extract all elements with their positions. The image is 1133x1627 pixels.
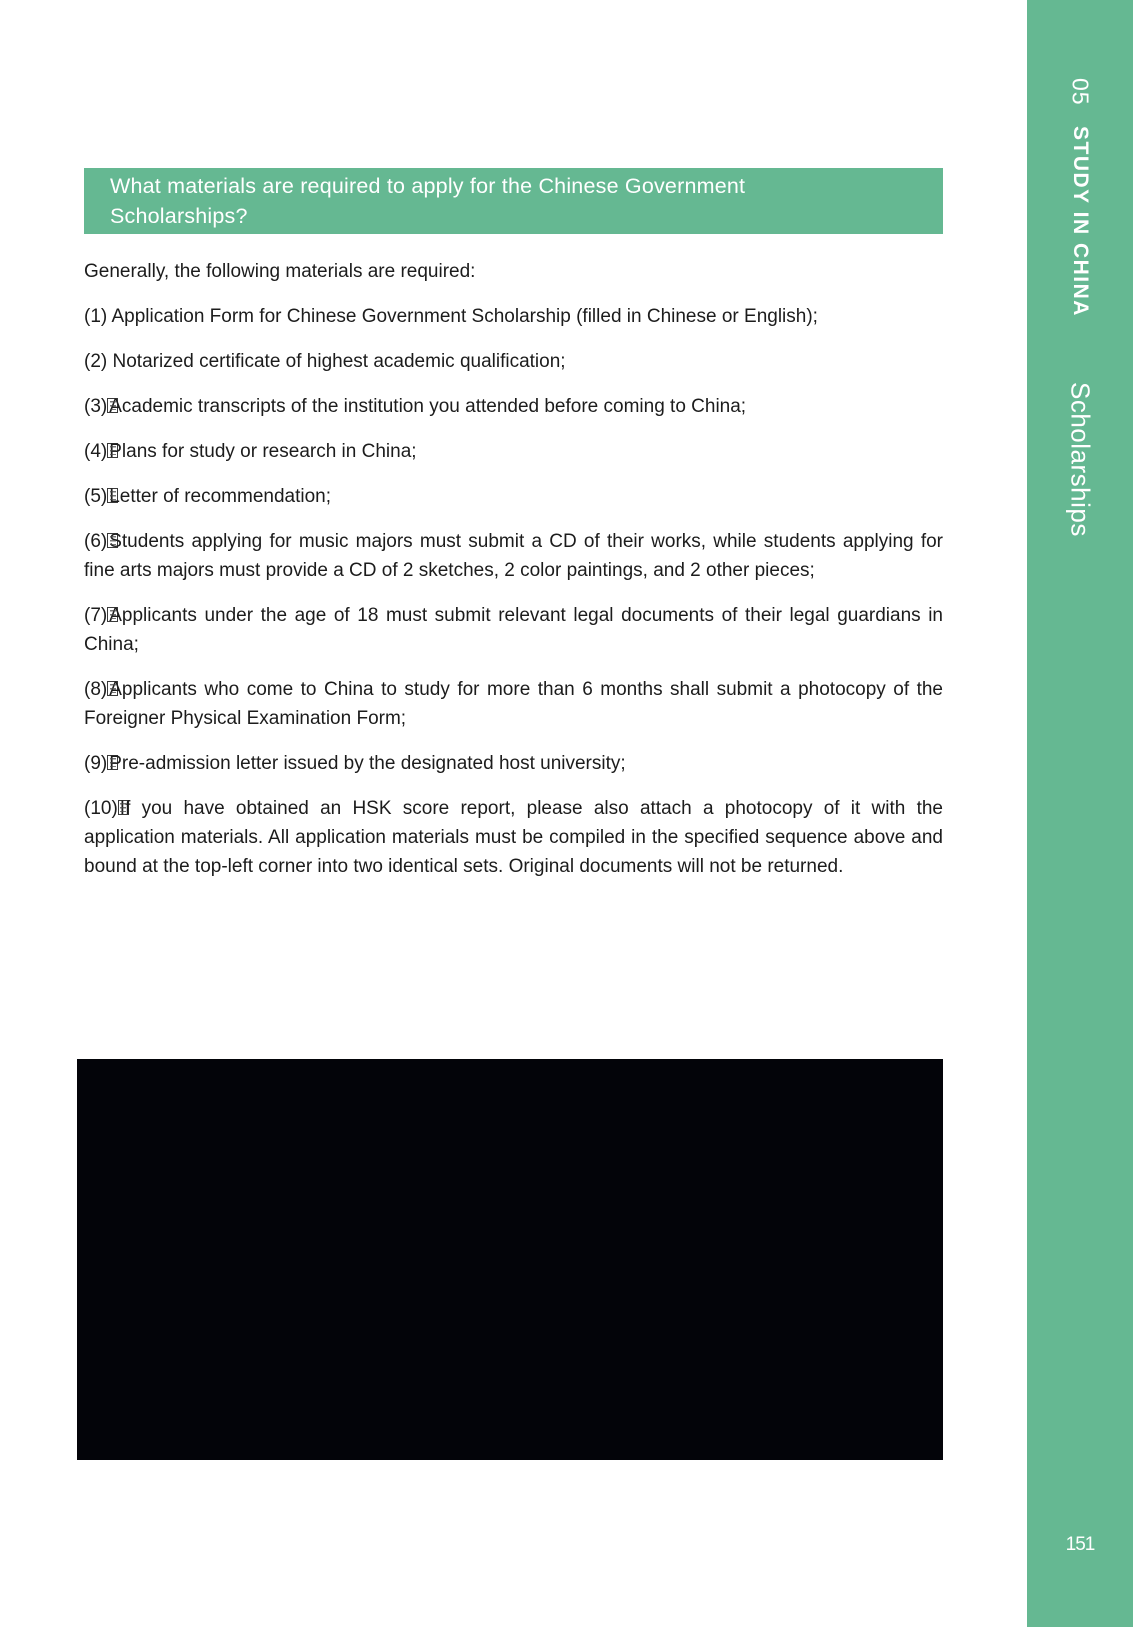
body-text	[84, 257, 943, 897]
list-item	[84, 347, 943, 376]
item-number: (6)	[84, 531, 108, 552]
banner-title-line1: What materials are required to apply for the Chinese Government	[110, 174, 746, 198]
list-item	[84, 392, 943, 421]
item-text: Application Form for Chinese Government Scholarship (filled in Chinese or English);	[111, 306, 818, 327]
item-text: Notarized certificate of highest academic qualification;	[112, 351, 566, 372]
item-number: (3)	[84, 396, 108, 417]
list-item	[84, 601, 943, 659]
page-number: 151	[1065, 1534, 1095, 1555]
list-item	[84, 675, 943, 733]
item-text: Plans for study or research in China;	[109, 441, 417, 462]
item-text: If you have obtained an HSK score report, please also attach a photocopy of it with the application materials. All application materials must be compiled in the specified sequence above and bound at the top-left corner into two identical sets. Original documents will not be returned.	[84, 798, 943, 877]
list-item	[84, 482, 943, 511]
list-item	[84, 749, 943, 778]
photo-placeholder	[77, 1059, 943, 1460]
item-number: (1)	[84, 306, 112, 327]
intro-paragraph: Generally, the following materials are required:	[84, 261, 476, 282]
item-text: Applicants who come to China to study for more than 6 months shall submit a photocopy of the Foreigner Physical Examination Form;	[84, 679, 943, 729]
item-text: Letter of recommendation;	[109, 486, 332, 507]
item-text: Academic transcripts of the institution you attended before coming to China;	[109, 396, 747, 417]
item-text: Applicants under the age of 18 must submit relevant legal documents of their legal guardians in China;	[84, 605, 943, 655]
item-number: (7)	[84, 605, 108, 626]
item-number: (9)	[84, 753, 108, 774]
list-item	[84, 794, 943, 881]
item-number: (5)	[84, 486, 108, 507]
item-text: Students applying for music majors must submit a CD of their works, while students applying for fine arts majors must provide a CD of 2 sketches, 2 color paintings, and 2 other pieces;	[84, 531, 943, 581]
item-text: Pre-admission letter issued by the designated host university;	[109, 753, 626, 774]
list-item	[84, 302, 943, 331]
item-number: (8)	[84, 679, 108, 700]
section-question-banner	[84, 168, 943, 234]
sidebar	[1027, 0, 1133, 1627]
section-title: Scholarships	[1065, 382, 1096, 537]
list-item	[84, 527, 943, 585]
item-number: (10)	[84, 798, 118, 819]
item-number: (2)	[84, 351, 113, 372]
list-item	[84, 437, 943, 466]
chapter-number: 05	[1067, 78, 1094, 106]
item-number: (4)	[84, 441, 108, 462]
chapter-title: STUDY IN CHINA	[1069, 126, 1092, 317]
banner-title-line2: Scholarships?	[110, 204, 248, 228]
